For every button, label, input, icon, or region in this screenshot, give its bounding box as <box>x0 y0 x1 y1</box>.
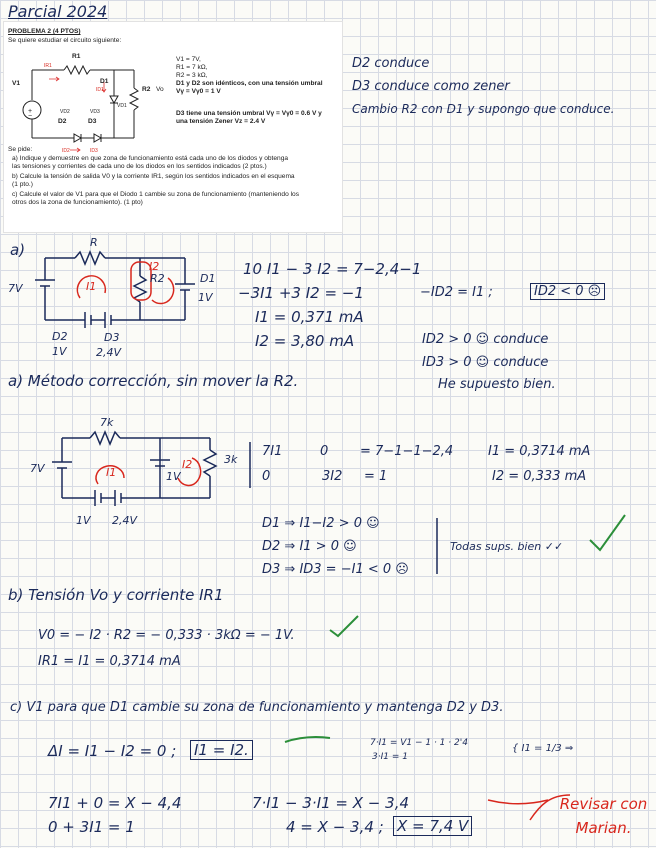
label-id2: ID2 <box>62 148 70 154</box>
svg-text:−: − <box>28 113 33 120</box>
item-b2: (1 pto.) <box>12 181 33 188</box>
a-cond3: ID3 > 0 ☺ conduce <box>422 355 549 370</box>
label-ir1: IR1 <box>44 63 52 69</box>
a2-eq2-m: 3I2 <box>322 469 343 484</box>
c2-i2: I2 <box>182 458 193 471</box>
c1-d2v: 1V <box>52 345 67 358</box>
problem-header: PROBLEMA 2 (4 PTOS) <box>8 28 81 35</box>
a-cond1-box: ID2 < 0 ☹ <box>530 283 605 300</box>
c2-v: 7V <box>30 462 45 475</box>
part-b-label: b) Tensión Vo y corriente IR1 <box>8 586 224 604</box>
spec-r2: R2 = 3 kΩ, <box>176 72 208 79</box>
c2-d2v: 1V <box>76 514 91 527</box>
c1-d2: D2 <box>52 330 68 343</box>
part-a2-label: a) Método corrección, sin mover la R2. <box>8 372 299 390</box>
label-d1: D1 <box>100 78 109 85</box>
label-vd2: VD2 <box>60 109 70 115</box>
a2-chk1: D1 ⇒ I1−I2 > 0 ☺ <box>262 516 380 531</box>
page-title: Parcial 2024 <box>8 2 108 21</box>
c-review: Revisar con Marian. <box>559 795 648 837</box>
c1-d1v: 1V <box>198 291 213 304</box>
problem-intro: Se quiere estudiar el circuito siguiente: <box>8 37 122 44</box>
label-d2: D2 <box>58 118 67 125</box>
c2-r: 7k <box>100 416 114 429</box>
c1-r: R <box>90 236 98 249</box>
spec-d3-line1: D3 tiene una tensión umbral Vγ = Vγ0 = 0.6 V y <box>176 110 322 117</box>
a-res1: I1 = 0,371 mA <box>255 308 364 326</box>
c1-r2: R2 <box>150 272 165 285</box>
c1-i2: I2 <box>149 260 160 273</box>
label-vo: Vo <box>156 86 164 93</box>
item-a1: a) Indique y demuestre en que zona de funcionamiento está cada uno de los diodos y obtenga <box>12 155 289 162</box>
a2-ok: Todas sups. bien ✓✓ <box>450 540 564 553</box>
c-line1-box: I1 = I2. <box>190 740 253 760</box>
label-vd3: VD3 <box>90 109 100 115</box>
c1-d3v: 2,4V <box>96 346 122 359</box>
ask-label: Se pide: <box>8 146 33 153</box>
part-a-label: a) <box>10 241 26 259</box>
a-cond4: He supuesto bien. <box>438 377 556 392</box>
c1-d1: D1 <box>200 272 216 285</box>
label-d3: D3 <box>88 118 97 125</box>
label-v1: V1 <box>12 80 21 87</box>
a2-eq2-l: 0 <box>262 469 271 484</box>
c-line1: ΔI = I1 − I2 = 0 ; <box>48 742 177 760</box>
a-cond2: ID2 > 0 ☺ conduce <box>422 332 549 347</box>
c1-i1: I1 <box>86 280 97 293</box>
b-line1: V0 = − I2 · R2 = − 0,333 · 3kΩ = − 1V. <box>38 628 295 643</box>
c2-r2: 3k <box>224 453 238 466</box>
svg-text:+: + <box>28 108 33 115</box>
note-d2: D2 conduce <box>352 56 430 71</box>
c-calc1: 7·I1 − 3·I1 = X − 3,4 <box>252 794 410 812</box>
c-eq1: 7I1 + 0 = X − 4,4 <box>48 794 182 812</box>
c1-v: 7V <box>8 282 23 295</box>
label-r1: R1 <box>72 53 81 60</box>
c-calc2-box: X = 7,4 V <box>393 816 472 836</box>
a-cond1: −ID2 = I1 ; <box>420 285 493 300</box>
item-a2: las tensiones y corrientes de cada uno de los diodos en los sentidos indicados (2 ptos.) <box>12 163 267 170</box>
c-calc2: 4 = X − 3,4 ; <box>286 818 384 836</box>
c2-d1v: 1V <box>166 470 181 483</box>
a2-eq1-m: 0 <box>320 444 329 459</box>
c-side1: 7·I1 = V1 − 1 · 1 · 2'4 <box>370 738 468 748</box>
a-res2: I2 = 3,80 mA <box>255 332 355 350</box>
label-id3: ID3 <box>90 148 98 154</box>
a2-eq1-r: = 7−1−1−2,4 <box>360 444 454 459</box>
label-id1: ID1 <box>96 87 104 93</box>
spec-d1d2-value: Vγ = Vγ0 = 1 V <box>176 88 221 95</box>
b-line2: IR1 = I1 = 0,3714 mA <box>38 654 181 669</box>
c2-i1: I1 <box>106 466 117 479</box>
a2-eq2-r: = 1 <box>364 469 388 484</box>
spec-r1: R1 = 7 kΩ, <box>176 64 208 71</box>
item-c2: otros dos la zona de funcionamiento). (1 pto) <box>12 199 143 206</box>
c-side3: { I1 = 1/3 ⇒ <box>512 743 574 754</box>
a2-res1: I1 = 0,3714 mA <box>488 444 591 459</box>
a-eq2: −3I1 +3 I2 = −1 <box>238 284 364 302</box>
c2-d3v: 2,4V <box>112 514 138 527</box>
spec-d1d2: D1 y D2 son idénticos, con una tensión umbral <box>176 80 323 87</box>
a2-res2: I2 = 0,333 mA <box>492 469 587 484</box>
c-eq2: 0 + 3I1 = 1 <box>48 818 135 836</box>
a2-chk2: D2 ⇒ I1 > 0 ☺ <box>262 539 357 554</box>
c-side2: 3·I1 = 1 <box>372 752 408 762</box>
label-r2: R2 <box>142 86 151 93</box>
note-cambio: Cambio R2 con D1 y supongo que conduce. <box>352 102 615 116</box>
part-c-label: c) V1 para que D1 cambie su zona de funcionamiento y mantenga D2 y D3. <box>10 700 504 715</box>
c1-d3: D3 <box>104 331 120 344</box>
item-c1: c) Calcule el valor de V1 para que el Diodo 1 cambie su zona de funcionamiento (manteniendo los <box>12 191 299 198</box>
a-eq1: 10 I1 − 3 I2 = 7−2,4−1 <box>243 260 422 278</box>
spec-v1: V1 = 7V, <box>176 56 201 63</box>
a2-eq1-l: 7I1 <box>262 444 283 459</box>
note-d3: D3 conduce como zener <box>352 79 510 94</box>
spec-d3-line2: una tensión Zener Vz = 2.4 V <box>176 118 266 125</box>
label-vd1: VD1 <box>117 103 127 109</box>
a2-chk3: D3 ⇒ ID3 = −I1 < 0 ☹ <box>262 562 409 577</box>
item-b1: b) Calcule la tensión de salida V0 y la corriente IR1, según los sentidos indicados en el esquema <box>12 173 295 180</box>
